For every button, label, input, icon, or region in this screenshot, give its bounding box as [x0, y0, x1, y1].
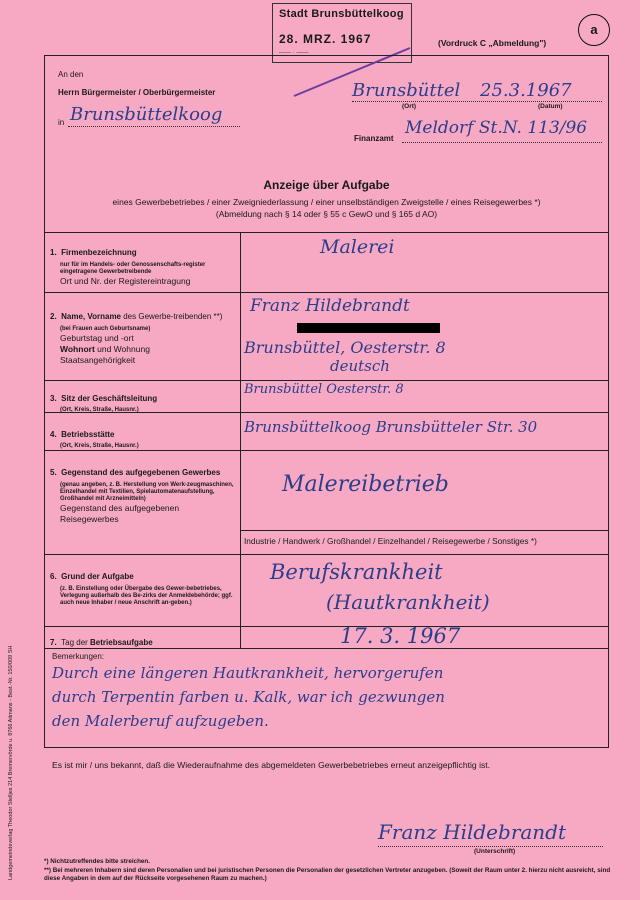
remarks-line-3: den Malerberuf aufzugeben. [52, 712, 269, 730]
section-1-label [50, 242, 238, 287]
category-divider [240, 530, 609, 531]
section-7-title-b: Betriebsaufgabe [90, 638, 153, 647]
section-5-label [50, 462, 238, 525]
in-label: in [58, 118, 65, 127]
section-2-nationality-value: deutsch [330, 357, 390, 375]
section-5-number: 5. [50, 468, 57, 477]
stamp-lines: —— · —— [279, 50, 309, 56]
section-2-label [50, 306, 238, 366]
section-3-note: (Ort, Kreis, Straße, Hausnr.) [60, 407, 139, 413]
section-3-label [50, 388, 238, 414]
in-dotline [68, 126, 240, 127]
section-6-value-2: (Hautkrankheit) [326, 590, 490, 614]
signature-value: Franz Hildebrandt [378, 820, 567, 844]
section-2-title-b: des Gewerbe-treibenden **) [121, 312, 223, 321]
section-6-value-1: Berufskrankheit [270, 560, 443, 584]
an-den-label: An den [58, 70, 84, 79]
signature-label: (Unterschrift) [474, 848, 516, 855]
row-line-4 [44, 450, 609, 451]
section-6-note: (z. B. Einstellung oder Übergabe des Gewer-bebetriebes, Verlegung außerhalb des Be-zirks der Anmeldebehörde; ggf. auch neue Inhaber / neue Anschrift an-geben.) [60, 586, 233, 606]
section-3-title: Sitz der Geschäftsleitung [61, 394, 158, 403]
section-2-line-2 [60, 344, 238, 355]
statement-text: Es ist mir / uns bekannt, daß die Wiederaufnahme des abgemeldeten Gewerbebetriebes erneut anzeigepflichtig ist. [52, 760, 491, 770]
section-2-line-2b: und Wohnung [94, 344, 150, 354]
stamp-city: Stadt Brunsbüttelkoog [279, 8, 404, 20]
date-label: (Datum) [538, 103, 563, 110]
section-1-number: 1. [50, 248, 57, 257]
place-dotline [352, 101, 602, 102]
section-4-title: Betriebsstätte [61, 430, 115, 439]
finanzamt-value: Meldorf St.N. 113/96 [405, 118, 588, 138]
section-5-categories: Industrie / Handwerk / Großhandel / Einzelhandel / Reisegewerbe / Sonstiges *) [244, 536, 537, 546]
recipient-label: Herrn Bürgermeister / Oberbürgermeister [58, 88, 216, 97]
section-6-title: Grund der Aufgabe [61, 572, 134, 581]
date-value: 25.3.1967 [480, 80, 572, 101]
place-value: Brunsbüttel [352, 80, 461, 101]
section-6-number: 6. [50, 572, 57, 581]
section-7-label [50, 632, 238, 650]
row-line-6 [44, 626, 609, 627]
footnote-2: **) Bei mehreren Inhabern sind deren Personalien und bei juristischen Personen die Personalien der gesetzlichen Vertreter anzugeben. (Soweit der Raum unter 2. hierzu nicht ausreicht, sind diese Angaben in dem auf der Rückseite vorgesehenen Raum zu machen.) [44, 867, 611, 882]
row-line-5 [44, 554, 609, 555]
section-2-line-3: Staatsangehörigkeit [60, 355, 136, 365]
signature-dotline [378, 846, 603, 847]
table-top-line [44, 232, 609, 233]
section-4-note: (Ort, Kreis, Straße, Hausnr.) [60, 443, 139, 449]
section-1-line: Ort und Nr. der Registereintragung [60, 276, 191, 286]
section-7-value: 17. 3. 1967 [340, 624, 461, 648]
publisher-side-print: Landgemeindeverlag Theodor Stelljes 214 Bremervörde u. 8766 Aitmans - Best.-Nr. 150/009 SH [8, 645, 14, 880]
stamp-date: 28. MRZ. 1967 [279, 32, 372, 46]
section-6-label [50, 566, 238, 607]
section-2-line-1: Geburtstag und -ort [60, 333, 134, 343]
section-1-note: nur für im Handels- oder Genossenschafts-register eingetragene Gewerbetreibende [60, 262, 206, 275]
section-5-value: Malereibetrieb [282, 472, 449, 497]
section-7-title-a: Tag der [61, 638, 91, 647]
section-2-number: 2. [50, 312, 57, 321]
footnote-1: *) Nichtzutreffendes bitte streichen. [44, 858, 151, 865]
section-4-label [50, 424, 238, 450]
form-variant: (Vordruck C „Abmeldung") [438, 38, 547, 48]
row-line-2 [44, 380, 609, 381]
section-5-line: Gegenstand des aufgegebenen Reisegewerbes [60, 503, 180, 524]
remarks-label: Bemerkungen: [52, 652, 105, 661]
section-4-value: Brunsbüttelkoog Brunsbütteler Str. 30 [244, 418, 538, 436]
section-2-name-value: Franz Hildebrandt [250, 296, 410, 316]
row-line-1 [44, 292, 609, 293]
place-label: (Ort) [402, 103, 417, 110]
form-title: Anzeige über Aufgabe [263, 178, 390, 192]
section-5-note: (genau angeben, z. B. Herstellung von Werk-zeugmaschinen, Einzelhandel mit Textilien, Spielautomatenaufstellung, Großhandel mit Arzneimitteln) [60, 482, 234, 502]
section-4-number: 4. [50, 430, 57, 439]
finanzamt-label: Finanzamt [354, 134, 394, 143]
section-3-value: Brunsbüttel Oesterstr. 8 [244, 382, 404, 397]
section-1-value: Malerei [320, 236, 395, 258]
remarks-line-1: Durch eine längeren Hautkrankheit, hervorgerufen [52, 664, 444, 682]
redaction-bar [297, 323, 440, 333]
form-subtitle-line-2: (Abmeldung nach § 14 oder § 55 c GewO und § 165 d AO) [215, 209, 438, 219]
section-2-title-a: Name, Vorname [61, 312, 121, 321]
section-2-note: (bei Frauen auch Geburtsname) [60, 326, 151, 332]
column-divider [240, 232, 241, 648]
section-2-line-2a: Wohnort [60, 344, 95, 354]
recipient-city-value: Brunsbüttelkoog [70, 104, 223, 125]
form-subtitle-line-1: eines Gewerbebetriebes / einer Zweigniederlassung / einer unselbständigen Zweigstelle / eines Reisegewerbes *) [112, 197, 541, 207]
remarks-line-2: durch Terpentin farben u. Kalk, war ich gezwungen [52, 688, 445, 706]
section-7-number: 7. [50, 638, 57, 647]
section-5-title: Gegenstand des aufgegebenen Gewerbes [61, 468, 221, 477]
form-subtitle [44, 196, 609, 220]
section-1-title: Firmenbezeichnung [61, 248, 137, 257]
form-badge: a [578, 14, 610, 46]
section-3-number: 3. [50, 394, 57, 403]
finanzamt-dotline [402, 142, 602, 143]
section-2-address-value: Brunsbüttel, Oesterstr. 8 [244, 338, 446, 357]
